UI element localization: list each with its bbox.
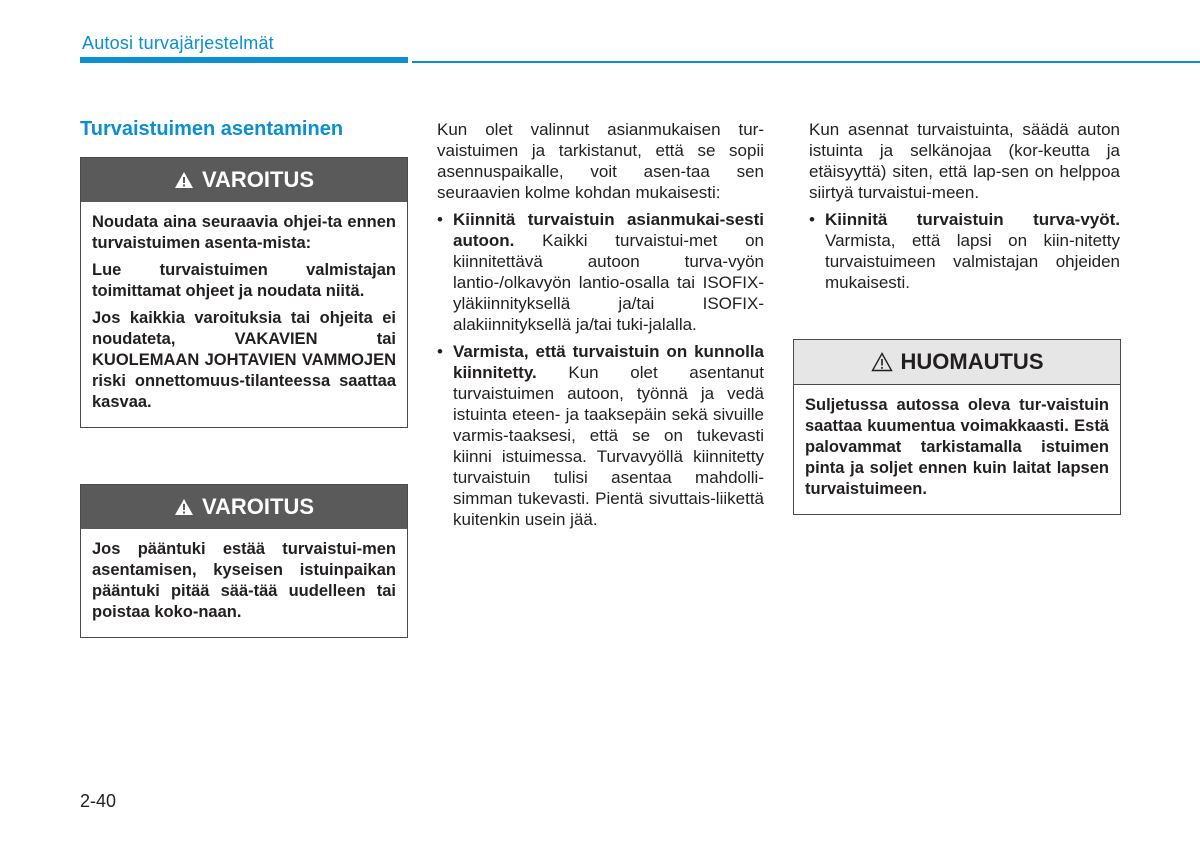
warning-box-2-label: VAROITUS	[201, 494, 315, 519]
header-rule-thin	[412, 61, 1200, 63]
bullet-dot: •	[437, 342, 443, 361]
notice-box	[793, 339, 1121, 515]
bullet-text: Varmista, että lapsi on kiin-nitetty turvaistuimeen valmistajan ohjeiden mukaisesti.	[825, 231, 1120, 292]
warning-box-1-paragraph: Lue turvaistuimen valmistajan toimittamat ohjeet ja noudata niitä.	[92, 261, 396, 300]
warning-box-1-label: VAROITUS	[201, 167, 315, 192]
bullet-bold-text: Kiinnitä turvaistuin asianmukai-sesti autoon.	[453, 210, 764, 250]
text-column-3	[809, 119, 1120, 299]
warning-box-1	[80, 157, 408, 428]
bullet-bold-text: Kiinnitä turvaistuin turva-vyöt.	[825, 210, 1120, 229]
warning-triangle-icon	[174, 171, 194, 189]
caution-triangle-icon	[871, 352, 893, 372]
page-number: 2-40	[80, 791, 117, 811]
bullet-item	[809, 209, 1120, 293]
bullet-bold-text: Varmista, että turvaistuin on kunnolla kiinnitetty.	[453, 342, 764, 382]
warning-box-1-body	[81, 202, 407, 427]
column-2-intro: Kun olet valinnut asianmukaisen tur-vaistuimen ja tarkistanut, että se sopii asennuspaikalle, voit asen-taa sen seuraavien kolme kohdan mukaisesti:	[437, 120, 764, 202]
notice-box-paragraph: Suljetussa autossa oleva tur-vaistuin saattaa kuumentua voimakkaasti. Estä palovammat tarkistamalla istuimen pinta ja soljet ennen kuin laitat lapsen turvaistuimeen.	[805, 396, 1109, 498]
notice-box-body	[794, 385, 1120, 514]
warning-box-1-paragraph: Noudata aina seuraavia ohjei-ta ennen turvaistuimen asenta-mista:	[92, 213, 396, 252]
warning-box-2-paragraph: Jos pääntuki estää turvaistui-men asentamisen, kyseisen istuinpaikan pääntuki pitää sää-tää uudelleen tai poistaa koko-naan.	[92, 540, 396, 621]
warning-box-2-body	[81, 529, 407, 637]
notice-box-label: HUOMAUTUS	[900, 349, 1044, 374]
warning-box-2-header	[81, 485, 407, 529]
section-title: Turvaistuimen asentaminen	[80, 118, 344, 140]
notice-box-header	[794, 340, 1120, 385]
bullet-text: Kaikki turvaistui-met on kiinnitettävä autoon turva-vyön lantio-/olkavyön lantio-osalla tai ISOFIX-yläkiinnityksellä ja/tai ISOFIX-alakiinnityksellä ja/tai tuki-jalalla.	[453, 231, 764, 334]
bullet-item	[437, 209, 764, 335]
warning-triangle-icon	[174, 498, 194, 516]
bullet-item	[437, 341, 764, 530]
page-header-title: Autosi turvajärjestelmät	[82, 33, 274, 53]
column-3-intro: Kun asennat turvaistuinta, säädä auton istuinta ja selkänojaa (kor-keutta ja etäisyyttä) siten, että lap-sen on helppoa siirtyä turvaistui-meen.	[809, 120, 1120, 202]
warning-box-1-paragraph: Jos kaikkia varoituksia tai ohjeita ei noudateta, VAKAVIEN tai KUOLEMAAN JOHTAVIEN VAMMOJEN riski onnettomuus-tilanteessa saattaa kasvaa.	[92, 309, 396, 411]
bullet-dot: •	[809, 210, 815, 229]
warning-box-1-header	[81, 158, 407, 202]
bullet-text: Kun olet asentanut turvaistuimen autoon, työnnä ja vedä istuinta eteen- ja taaksepäin sekä sivuille varmis-taaksesi, että se on tukevasti kiinni istuimessa. Turvavyöllä kiinnitetty turvaistuin tulisi asentaa mahdolli-simman tukevasti. Pientä sivuttais-liikettä kuitenkin usein jää.	[453, 363, 764, 529]
header-rule-thick	[80, 57, 408, 63]
bullet-dot: •	[437, 210, 443, 229]
text-column-2	[437, 119, 764, 536]
warning-box-2	[80, 484, 408, 638]
